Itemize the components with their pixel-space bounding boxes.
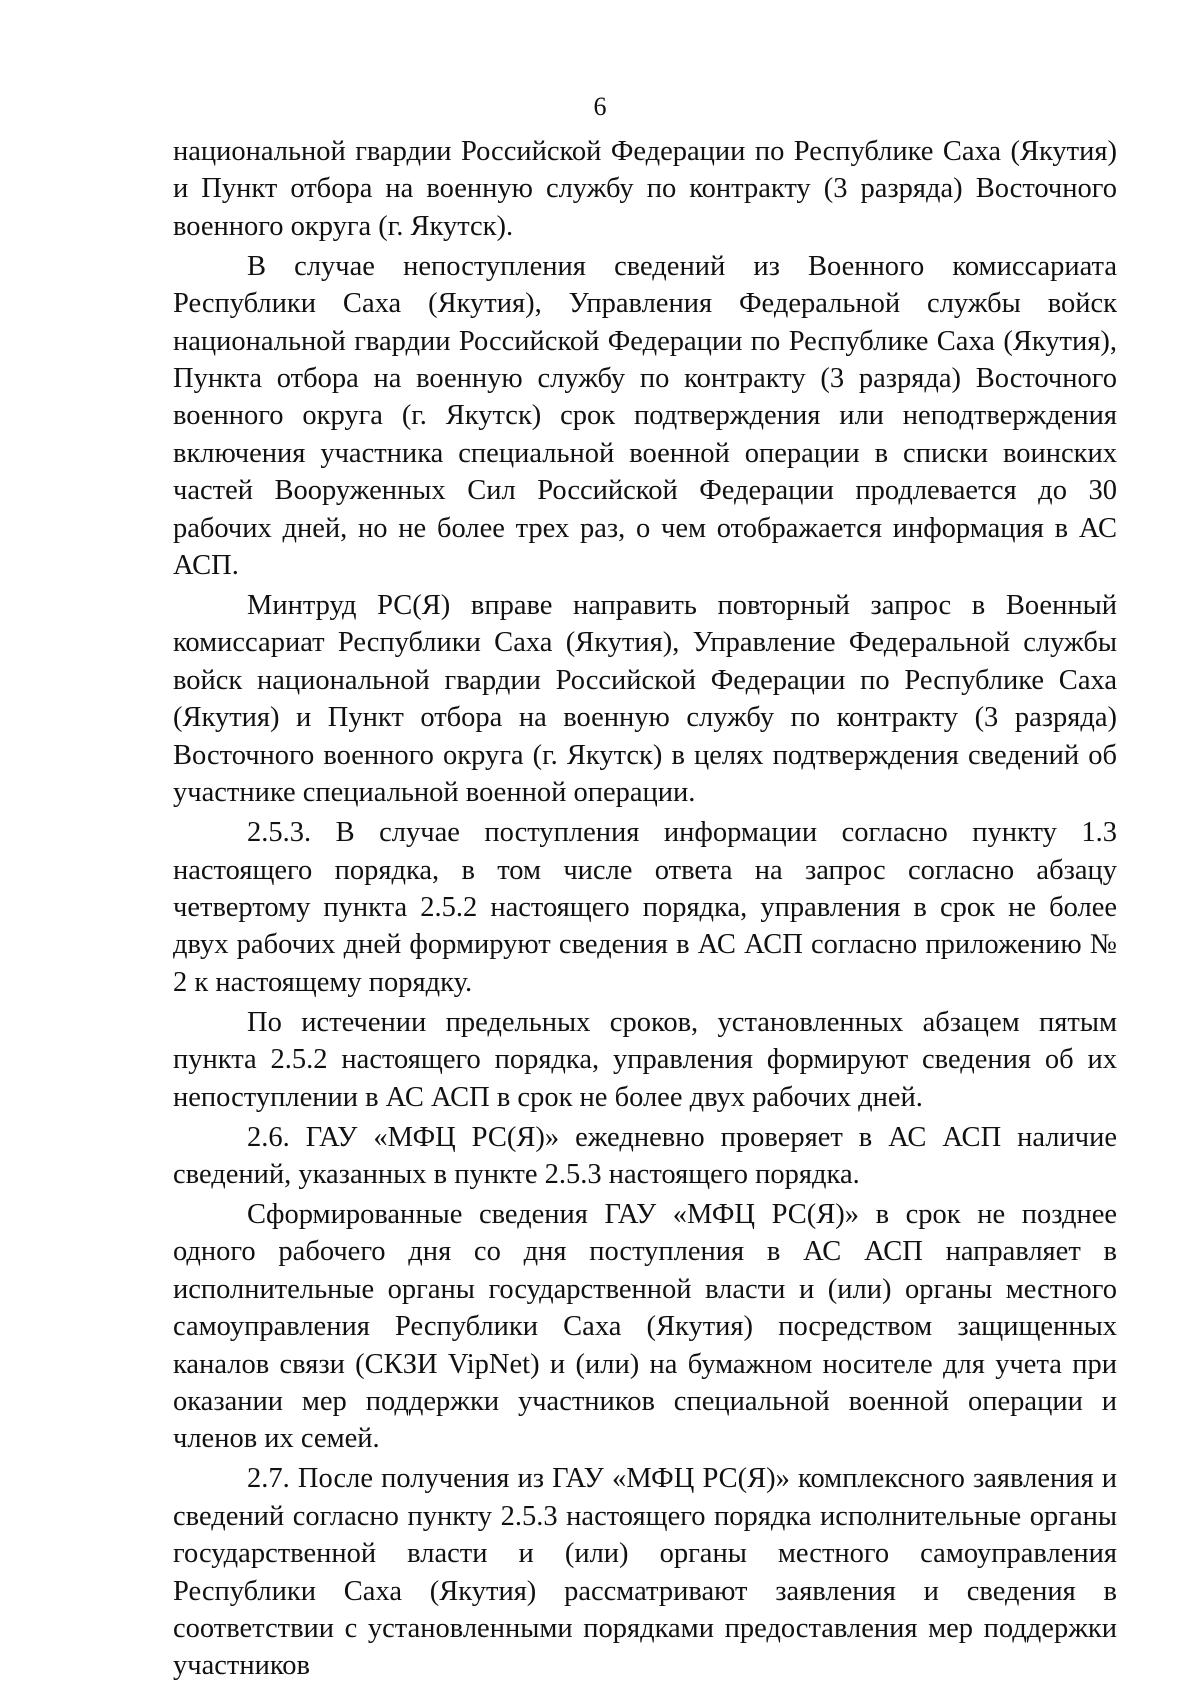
paragraph-2-7: 2.7. После получения из ГАУ «МФЦ РС(Я)» комплексного заявления и сведений согласно пункту 2.5.3 настоящего порядка исполнительные органы государственной власти и (или) органы местного самоуправления Республики Саха (Якутия) рассматривают заявления и сведения в соответствии с установленными порядками предоставления мер поддержки участников — [173, 1463, 1117, 1682]
paragraph-2-6: 2.6. ГАУ «МФЦ РС(Я)» ежедневно проверяет в АС АСП наличие сведений, указанных в пункте 2.5.3 настоящего порядка. — [173, 1121, 1117, 1190]
paragraph-formed-info: Сформированные сведения ГАУ «МФЦ РС(Я)» в срок не позднее одного рабочего дня со дня поступления в АС АСП направляет в исполнительные органы государственной власти и (или) органы местного самоуправления Республики Саха (Якутия) посредством защищенных каналов связи (СКЗИ VipNet) и (или) на бумажном носителе для учета при оказании мер поддержки участников специальной военной операции и членов их семей. — [173, 1198, 1117, 1455]
paragraph-continued: национальной гвардии Российской Федерации по Республике Саха (Якутия) и Пункт отбора на военную службу по контракту (3 разряда) Восточного военного округа (г. Якутск). — [173, 136, 1117, 242]
paragraph-no-info-extension: В случае непоступления сведений из Военного комиссариата Республики Саха (Якутия), Управления Федеральной службы войск национальной гвардии Российской Федерации по Республике Саха (Якутия), Пункта отбора на военную службу по контракту (3 разряда) Восточного военного округа (г. Якутск) срок подтверждения или неподтверждения включения участника специальной военной операции в списки воинских частей Вооруженных Сил Российской Федерации продлевается до 30 рабочих дней, но не более трех раз, о чем отображается информация в АС АСП. — [173, 250, 1117, 582]
paragraph-deadlines: По истечении предельных сроков, установленных абзацем пятым пункта 2.5.2 настоящего порядка, управления формируют сведения об их непоступлении в АС АСП в срок не более двух рабочих дней. — [173, 1006, 1117, 1113]
document-body — [173, 133, 1117, 1687]
paragraph-2-5-3: 2.5.3. В случае поступления информации согласно пункту 1.3 настоящего порядка, в том числе ответа на запрос согласно абзацу четвертому пункта 2.5.2 настоящего порядка, управления в срок не более двух рабочих дней формируют сведения в АС АСП согласно приложению № 2 к настоящему порядку. — [173, 817, 1117, 998]
paragraph-repeat-request: Минтруд РС(Я) вправе направить повторный запрос в Военный комиссариат Республики Саха (Якутия), Управление Федеральной службы войск национальной гвардии Российской Федерации по Республике Саха (Якутия) и Пункт отбора на военную службу по контракту (3 разряда) Восточного военного округа (г. Якутск) в целях подтверждения сведений об участнике специальной военной операции. — [173, 590, 1117, 809]
page-number: 6 — [593, 92, 607, 121]
